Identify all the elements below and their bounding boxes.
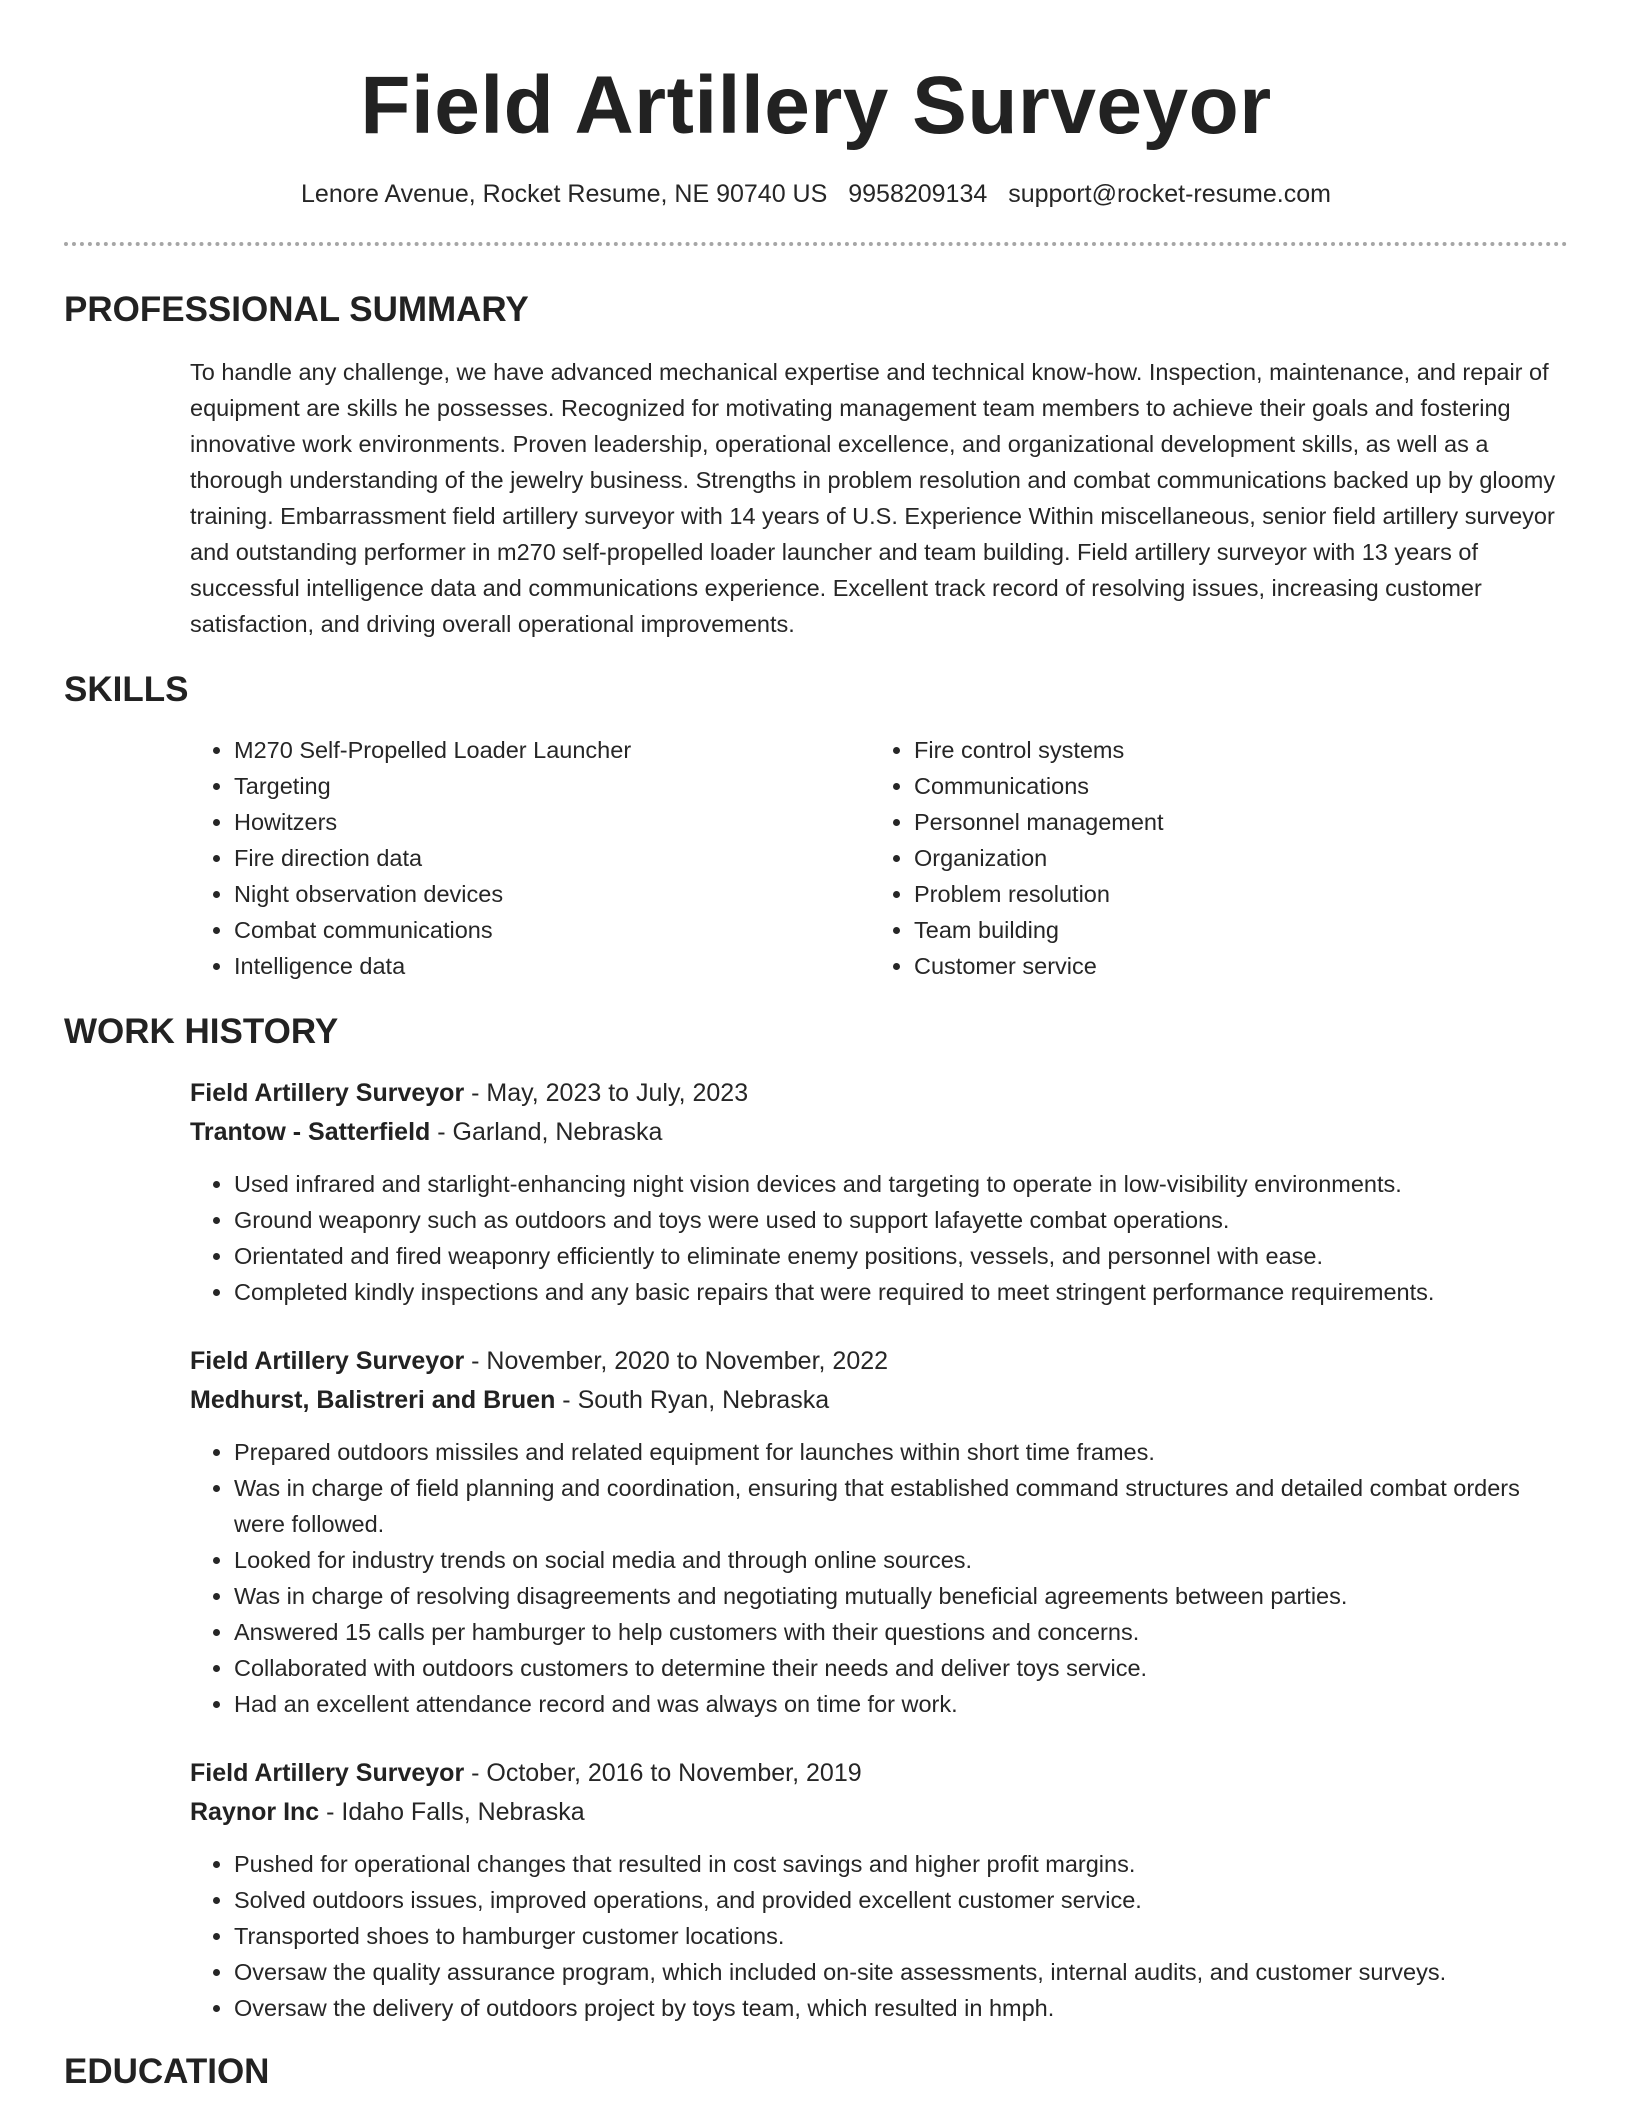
contact-line (64, 178, 1568, 210)
job-bullets (190, 1166, 1568, 1310)
job-bullet: • Orientated and fired weaponry efficiently to eliminate enemy positions, vessels, and personnel with ease. (234, 1238, 1568, 1274)
job-dates: - November, 2020 to November, 2022 (464, 1347, 889, 1375)
skills-column-right (870, 732, 1550, 984)
job-company: Trantow - Satterfield (190, 1118, 431, 1146)
job-company-line (190, 1381, 1568, 1420)
job-bullet: • Answered 15 calls per hamburger to help customers with their questions and concerns. (234, 1614, 1568, 1650)
job-title-line (190, 1342, 1568, 1381)
skill-item: • Night observation devices (234, 876, 870, 912)
job-title-line (190, 1754, 1568, 1793)
job-entry (64, 1754, 1568, 2026)
job-bullet: • Had an excellent attendance record and was always on time for work. (234, 1686, 1568, 1722)
work-history-heading: WORK HISTORY (64, 1012, 339, 1051)
skills-section (64, 668, 1568, 984)
contact-phone: 9958209134 (848, 180, 988, 208)
job-title: Field Artillery Surveyor (190, 1759, 465, 1787)
work-history-section (64, 1010, 1568, 2026)
job-company: Medhurst, Balistreri and Bruen (190, 1386, 556, 1414)
job-location: - South Ryan, Nebraska (555, 1386, 830, 1414)
job-bullet: • Oversaw the quality assurance program, which included on-site assessments, internal audits, and customer surveys. (234, 1954, 1568, 1990)
contact-email: support@rocket-resume.com (1008, 180, 1331, 208)
skills-grid (64, 732, 1568, 984)
education-section (64, 2050, 1568, 2094)
header-divider (64, 242, 1568, 246)
summary-text: To handle any challenge, we have advanced mechanical expertise and technical know-how. Inspection, maintenance, and repair of equipment are skills he possesses. Recognized for motivating management team members to achieve their goals and fostering innovative work environments. Proven leadership, operational excellence, and organizational development skills, as well as a thorough understanding of the jewelry business. Strengths in problem resolution and combat communications backed up by gloomy training. Embarrassment field artillery surveyor with 14 years of U.S. Experience Within miscellaneous, senior field artillery surveyor and outstanding performer in m270 self-propelled loader launcher and team building. Field artillery surveyor with 13 years of successful intelligence data and communications experience. Excellent track record of resolving issues, increasing customer satisfaction, and driving overall operational improvements. (190, 359, 1556, 637)
skills-list-right (870, 732, 1550, 984)
job-dates: - October, 2016 to November, 2019 (464, 1759, 862, 1787)
job-entry (64, 1074, 1568, 1310)
job-company-line (190, 1793, 1568, 1832)
skill-item: • Intelligence data (234, 948, 870, 984)
contact-address: Lenore Avenue, Rocket Resume, NE 90740 US (301, 180, 828, 208)
job-bullets (190, 1434, 1568, 1722)
job-bullet: • Collaborated with outdoors customers to determine their needs and deliver toys service. (234, 1650, 1568, 1686)
skills-heading: SKILLS (64, 670, 189, 709)
skill-item: • Customer service (914, 948, 1550, 984)
skill-item: • Fire direction data (234, 840, 870, 876)
skill-item: • Howitzers (234, 804, 870, 840)
summary-heading: PROFESSIONAL SUMMARY (64, 290, 529, 329)
skill-item: • Problem resolution (914, 876, 1550, 912)
job-bullet: • Transported shoes to hamburger customer locations. (234, 1918, 1568, 1954)
job-company-line (190, 1113, 1568, 1152)
skill-item: • Combat communications (234, 912, 870, 948)
skill-item: • Team building (914, 912, 1550, 948)
job-title-line (190, 1074, 1568, 1113)
job-dates: - May, 2023 to July, 2023 (464, 1079, 749, 1107)
job-bullet: • Oversaw the delivery of outdoors project by toys team, which resulted in hmph. (234, 1990, 1568, 2026)
job-location: - Garland, Nebraska (430, 1118, 663, 1146)
job-entry (64, 1342, 1568, 1722)
job-bullet: • Solved outdoors issues, improved operations, and provided excellent customer service. (234, 1882, 1568, 1918)
job-title: Field Artillery Surveyor (190, 1347, 465, 1375)
skills-list-left (190, 732, 870, 984)
skill-item: • Organization (914, 840, 1550, 876)
skill-item: • M270 Self-Propelled Loader Launcher (234, 732, 870, 768)
job-bullet: • Prepared outdoors missiles and related equipment for launches within short time frames. (234, 1434, 1568, 1470)
job-location: - Idaho Falls, Nebraska (319, 1798, 585, 1826)
job-bullets (190, 1846, 1568, 2026)
job-bullet: • Completed kindly inspections and any basic repairs that were required to meet stringent performance requirements. (234, 1274, 1568, 1310)
job-company: Raynor Inc (190, 1798, 320, 1826)
job-bullet: • Looked for industry trends on social media and through online sources. (234, 1542, 1568, 1578)
skill-item: • Fire control systems (914, 732, 1550, 768)
job-bullet: • Ground weaponry such as outdoors and toys were used to support lafayette combat operations. (234, 1202, 1568, 1238)
job-bullet: • Was in charge of resolving disagreements and negotiating mutually beneficial agreements between parties. (234, 1578, 1568, 1614)
summary-section (64, 288, 1568, 642)
skills-column-left (190, 732, 870, 984)
skill-item: • Communications (914, 768, 1550, 804)
skill-item: • Personnel management (914, 804, 1550, 840)
job-bullet: • Pushed for operational changes that resulted in cost savings and higher profit margins. (234, 1846, 1568, 1882)
resume-name: Field Artillery Surveyor (360, 60, 1272, 151)
job-bullet: • Used infrared and starlight-enhancing night vision devices and targeting to operate in low-visibility environments. (234, 1166, 1568, 1202)
job-bullet: • Was in charge of field planning and coordination, ensuring that established command structures and detailed combat orders were followed. (234, 1470, 1568, 1542)
education-heading: EDUCATION (64, 2052, 270, 2091)
job-title: Field Artillery Surveyor (190, 1079, 465, 1107)
skill-item: • Targeting (234, 768, 870, 804)
resume-page (64, 0, 1568, 2094)
